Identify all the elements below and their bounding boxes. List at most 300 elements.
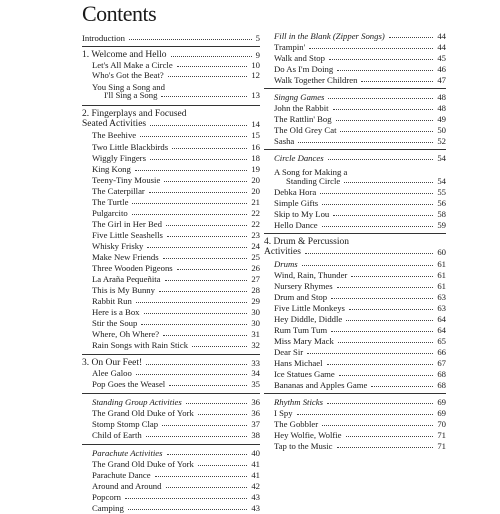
dot-leader — [163, 258, 247, 259]
toc-entry-title: Singng Games — [274, 92, 325, 102]
toc-section-entry[interactable] — [82, 397, 260, 408]
dot-leader — [167, 454, 247, 455]
dot-leader — [349, 309, 433, 310]
dot-leader — [144, 313, 247, 314]
dot-leader — [177, 66, 247, 67]
toc-entry-title: Teeny-Tiny Mousie — [92, 175, 161, 185]
toc-page-number: 58 — [437, 209, 446, 219]
toc-entry-title: Fill in the Blank (Zipper Songs) — [274, 31, 385, 41]
toc-entry-title: Nursery Rhymes — [274, 281, 333, 291]
toc-page-number: 24 — [251, 241, 260, 251]
toc-page-number: 69 — [437, 397, 446, 407]
toc-section-entry[interactable] — [264, 153, 446, 164]
toc-entry[interactable] — [264, 380, 446, 391]
toc-page-number: 54 — [437, 176, 446, 186]
toc-entry-title: A Song for Making a — [274, 167, 348, 177]
toc-page-number: 28 — [251, 285, 260, 295]
toc-page-number: 48 — [437, 103, 446, 113]
dot-leader — [155, 476, 247, 477]
toc-entry-title: Circle Dances — [274, 153, 324, 163]
page-title: Contents — [82, 1, 157, 26]
toc-entry[interactable] — [82, 130, 260, 141]
toc-page-number: 31 — [251, 329, 260, 339]
dot-leader — [337, 447, 433, 448]
toc-page-number: 71 — [437, 441, 446, 451]
toc-entry-title: Drum and Stop — [274, 292, 328, 302]
toc-entry-title: Drums — [274, 259, 298, 269]
toc-entry-title: Standing Group Activities — [92, 397, 182, 407]
toc-page-number: 46 — [437, 64, 446, 74]
toc-page-number: 67 — [437, 358, 446, 368]
toc-entry-title: Bananas and Apples Game — [274, 380, 368, 390]
toc-entry[interactable] — [264, 270, 446, 281]
toc-page-number: 33 — [251, 358, 260, 368]
toc-entry-title: Who's Got the Beat? — [92, 70, 164, 80]
toc-page-number: 41 — [251, 470, 260, 480]
toc-entry[interactable] — [264, 136, 446, 147]
dot-leader — [161, 96, 247, 97]
toc-entry[interactable] — [82, 263, 260, 274]
toc-page-number: 50 — [437, 125, 446, 135]
toc-page-number: 26 — [251, 263, 260, 273]
dot-leader — [163, 335, 247, 336]
toc-entry[interactable] — [264, 64, 446, 75]
toc-entry-title: Pulgarcito — [92, 208, 128, 218]
toc-entry-title: Dear Sir — [274, 347, 304, 357]
toc-entry-title: Wiggly Fingers — [92, 153, 146, 163]
toc-entry[interactable] — [82, 503, 260, 514]
toc-entry-title: I'll Sing a Song — [104, 90, 158, 100]
toc-entry-title: 4. Drum & Percussion — [264, 237, 349, 247]
toc-page-number: 12 — [251, 70, 260, 80]
toc-entry-title: The Caterpillar — [92, 186, 145, 196]
toc-entry[interactable] — [82, 470, 260, 481]
dot-leader — [351, 276, 433, 277]
toc-entry-title: Stomp Stomp Clap — [92, 419, 159, 429]
toc-entry[interactable] — [264, 125, 446, 136]
dot-leader — [340, 131, 433, 132]
toc-page-number: 56 — [437, 198, 446, 208]
toc-section-entry[interactable] — [264, 92, 446, 103]
toc-entry-title: Do As I'm Doing — [274, 64, 334, 74]
toc-page-number: 23 — [251, 230, 260, 240]
toc-entry[interactable] — [82, 408, 260, 419]
toc-entry[interactable] — [264, 53, 446, 64]
toc-page-number: 68 — [437, 380, 446, 390]
toc-entry[interactable] — [82, 368, 260, 379]
toc-page-number: 21 — [251, 197, 260, 207]
toc-page-number: 49 — [437, 114, 446, 124]
toc-entry[interactable] — [264, 347, 446, 358]
toc-page-number: 35 — [251, 379, 260, 389]
toc-entry-title: Here is a Box — [92, 307, 140, 317]
toc-entry-title: Camping — [92, 503, 124, 513]
dot-leader — [322, 425, 433, 426]
toc-entry-title: Wind, Rain, Thunder — [274, 270, 348, 280]
toc-page-number: 55 — [437, 187, 446, 197]
toc-entry-title: Make New Friends — [92, 252, 159, 262]
toc-entry[interactable] — [264, 336, 446, 347]
dot-leader — [129, 39, 252, 40]
toc-page-number: 22 — [251, 219, 260, 229]
toc-section-entry[interactable] — [264, 397, 446, 408]
dot-leader — [125, 498, 247, 499]
toc-chapter-entry[interactable] — [264, 247, 446, 258]
dot-leader — [132, 214, 247, 215]
toc-entry[interactable] — [264, 419, 446, 430]
toc-entry-title: The Grand Old Duke of York — [92, 408, 194, 418]
toc-entry-title: Five Little Monkeys — [274, 303, 345, 313]
section-divider — [264, 149, 446, 150]
toc-entry[interactable] — [82, 296, 260, 307]
dot-leader — [328, 159, 433, 160]
toc-entry-title: Introduction — [82, 33, 125, 43]
toc-entry-title: Five Little Seashells — [92, 230, 163, 240]
toc-entry-title: Seated Activities — [82, 119, 147, 129]
dot-leader — [147, 247, 247, 248]
toc-entry-title: Hello Dance — [274, 220, 318, 230]
dot-leader — [302, 265, 433, 266]
toc-entry[interactable] — [82, 142, 260, 153]
dot-leader — [146, 364, 247, 365]
toc-entry[interactable] — [264, 103, 446, 114]
dot-leader — [298, 142, 433, 143]
dot-leader — [141, 324, 247, 325]
toc-page-number: 36 — [251, 408, 260, 418]
toc-entry[interactable] — [82, 252, 260, 263]
toc-entry-title: Alee Galoo — [92, 368, 132, 378]
toc-entry[interactable] — [82, 430, 260, 441]
toc-page-number: 19 — [251, 164, 260, 174]
toc-entry-title: Ice Statues Game — [274, 369, 335, 379]
toc-entry-title: Activities — [264, 247, 301, 257]
toc-entry-title: Simple Gifts — [274, 198, 319, 208]
toc-entry[interactable] — [82, 241, 260, 252]
toc-entry[interactable] — [82, 492, 260, 503]
section-divider — [82, 444, 260, 445]
toc-page-number: 20 — [251, 175, 260, 185]
dot-leader — [132, 203, 247, 204]
toc-entry[interactable] — [264, 369, 446, 380]
toc-entry-title: Two Little Blackbirds — [92, 142, 169, 152]
dot-leader — [331, 298, 433, 299]
dot-leader — [297, 414, 433, 415]
toc-entry[interactable] — [82, 208, 260, 219]
toc-page-number: 34 — [251, 368, 260, 378]
toc-page-number: 61 — [437, 259, 446, 269]
toc-page-number: 48 — [437, 92, 446, 102]
section-divider — [264, 393, 446, 394]
dot-leader — [172, 148, 247, 149]
toc-entry[interactable] — [82, 33, 260, 44]
dot-leader — [327, 364, 433, 365]
toc-page-number: 59 — [437, 220, 446, 230]
toc-section-entry[interactable] — [264, 31, 446, 42]
toc-entry-title: Walk and Stop — [274, 53, 325, 63]
toc-entry[interactable] — [264, 325, 446, 336]
toc-page-number: 69 — [437, 408, 446, 418]
dot-leader — [168, 76, 247, 77]
toc-page-number: 30 — [251, 318, 260, 328]
toc-entry[interactable] — [82, 419, 260, 430]
toc-entry[interactable] — [264, 303, 446, 314]
toc-entry-title: King Kong — [92, 164, 131, 174]
toc-entry[interactable] — [82, 175, 260, 186]
dot-leader — [166, 225, 247, 226]
dot-leader — [169, 385, 247, 386]
toc-entry-title: Trampin' — [274, 42, 306, 52]
toc-entry[interactable] — [82, 90, 260, 101]
toc-entry[interactable] — [82, 153, 260, 164]
toc-entry[interactable] — [264, 292, 446, 303]
dot-leader — [322, 226, 433, 227]
toc-entry-title: La Araña Pequeñita — [92, 274, 161, 284]
toc-section-entry[interactable] — [264, 259, 446, 270]
dot-leader — [167, 236, 247, 237]
dot-leader — [150, 159, 247, 160]
toc-entry-title: Popcorn — [92, 492, 121, 502]
dot-leader — [171, 56, 252, 57]
section-divider — [264, 233, 446, 234]
toc-entry-title: Whisky Frisky — [92, 241, 144, 251]
dot-leader — [307, 353, 433, 354]
toc-page-number: 63 — [437, 292, 446, 302]
toc-page-number: 32 — [251, 340, 260, 350]
toc-entry-title: Sasha — [274, 136, 295, 146]
toc-entry[interactable] — [264, 114, 446, 125]
dot-leader — [198, 465, 247, 466]
dot-leader — [309, 48, 433, 49]
dot-leader — [322, 204, 433, 205]
toc-page-number: 68 — [437, 369, 446, 379]
toc-page-number: 71 — [437, 430, 446, 440]
toc-entry-title: Pop Goes the Weasel — [92, 379, 166, 389]
toc-entry-title: Hey Wolfie, Wolfie — [274, 430, 342, 440]
dot-leader — [159, 291, 247, 292]
dot-leader — [333, 109, 433, 110]
dot-leader — [346, 320, 433, 321]
toc-entry[interactable] — [264, 209, 446, 220]
toc-entry[interactable] — [82, 186, 260, 197]
toc-entry[interactable] — [264, 75, 446, 86]
toc-entry-title: Parachute Activities — [92, 448, 163, 458]
toc-page-number: 54 — [437, 153, 446, 163]
toc-entry[interactable] — [264, 441, 446, 452]
toc-page-number: 38 — [251, 430, 260, 440]
toc-entry[interactable] — [264, 187, 446, 198]
toc-entry-title: Skip to My Lou — [274, 209, 330, 219]
toc-entry-title: Rabbit Run — [92, 296, 132, 306]
dot-leader — [198, 414, 247, 415]
toc-entry-title: Rhythm Sticks — [274, 397, 323, 407]
dot-leader — [320, 193, 433, 194]
dot-leader — [177, 269, 247, 270]
toc-page-number: 65 — [437, 336, 446, 346]
toc-entry-title: Debka Hora — [274, 187, 317, 197]
toc-page-number: 60 — [437, 247, 446, 257]
toc-page-number: 13 — [251, 90, 260, 100]
toc-page-number: 40 — [251, 448, 260, 458]
toc-entry-title: John the Rabbit — [274, 103, 329, 113]
toc-entry-title: The Grand Old Duke of York — [92, 459, 194, 469]
section-divider — [82, 46, 260, 47]
dot-leader — [162, 425, 247, 426]
section-divider — [82, 393, 260, 394]
toc-page-number: 25 — [251, 252, 260, 262]
toc-page-number: 36 — [251, 397, 260, 407]
toc-section-entry[interactable] — [82, 448, 260, 459]
section-divider — [82, 105, 260, 106]
toc-page-number: 43 — [251, 492, 260, 502]
dot-leader — [389, 37, 433, 38]
toc-page-number: 63 — [437, 303, 446, 313]
dot-leader — [150, 125, 247, 126]
toc-page-number: 42 — [251, 481, 260, 491]
toc-entry-title: Rain Songs with Rain Stick — [92, 340, 189, 350]
toc-page-number: 66 — [437, 347, 446, 357]
toc-page-number: 27 — [251, 274, 260, 284]
toc-entry-title: The Beehive — [92, 130, 137, 140]
dot-leader — [338, 342, 433, 343]
toc-entry-title: Child of Earth — [92, 430, 142, 440]
toc-page-number: 10 — [251, 60, 260, 70]
toc-entry[interactable] — [82, 340, 260, 351]
toc-page-number: 15 — [251, 130, 260, 140]
toc-entry-title: Let's All Make a Circle — [92, 60, 173, 70]
toc-entry-title: Around and Around — [92, 481, 162, 491]
toc-page-number: 20 — [251, 186, 260, 196]
toc-page-number: 52 — [437, 136, 446, 146]
toc-page-number: 16 — [251, 142, 260, 152]
dot-leader — [136, 374, 247, 375]
toc-page-number: 22 — [251, 208, 260, 218]
dot-leader — [371, 386, 433, 387]
dot-leader — [140, 136, 247, 137]
toc-entry[interactable] — [82, 230, 260, 241]
toc-page-number: 43 — [251, 503, 260, 513]
toc-entry[interactable] — [82, 307, 260, 318]
toc-entry-title: The Old Grey Cat — [274, 125, 337, 135]
toc-page-number: 29 — [251, 296, 260, 306]
toc-entry[interactable] — [82, 481, 260, 492]
section-divider — [264, 88, 446, 89]
toc-entry-title: 3. On Our Feet! — [82, 358, 143, 368]
section-divider — [82, 354, 260, 355]
dot-leader — [305, 253, 433, 254]
dot-leader — [337, 287, 433, 288]
dot-leader — [328, 98, 433, 99]
toc-entry[interactable] — [82, 70, 260, 81]
toc-page-number: 44 — [437, 42, 446, 52]
toc-page-number: 44 — [437, 31, 446, 41]
dot-leader — [128, 509, 247, 510]
toc-entry[interactable] — [82, 164, 260, 175]
dot-leader — [149, 192, 247, 193]
toc-entry-title: Three Wooden Pigeons — [92, 263, 173, 273]
toc-entry-title: I Spy — [274, 408, 293, 418]
toc-chapter-entry[interactable] — [82, 119, 260, 130]
toc-entry[interactable] — [264, 176, 446, 187]
toc-entry[interactable] — [82, 274, 260, 285]
toc-page-number: 61 — [437, 270, 446, 280]
toc-page-number: 9 — [255, 50, 260, 60]
dot-leader — [339, 375, 433, 376]
toc-entry-title: Where, Oh Where? — [92, 329, 160, 339]
toc-entry-title: Walk Together Children — [274, 75, 358, 85]
toc-page-number: 45 — [437, 53, 446, 63]
toc-entry-title: The Rattlin' Bog — [274, 114, 332, 124]
toc-entry[interactable] — [264, 198, 446, 209]
toc-entry-title: Miss Mary Mack — [274, 336, 334, 346]
toc-entry-title: The Gobbler — [274, 419, 319, 429]
dot-leader — [186, 403, 247, 404]
toc-entry[interactable] — [82, 197, 260, 208]
toc-entry[interactable] — [82, 329, 260, 340]
toc-entry-title: 1. Welcome and Hello — [82, 50, 167, 60]
toc-page-number: 41 — [251, 459, 260, 469]
toc-page-number: 70 — [437, 419, 446, 429]
toc-entry[interactable] — [264, 358, 446, 369]
toc-page-number: 61 — [437, 281, 446, 291]
dot-leader — [327, 403, 433, 404]
toc-entry[interactable] — [82, 285, 260, 296]
toc-page-number: 5 — [255, 33, 260, 43]
toc-entry-title: Parachute Dance — [92, 470, 151, 480]
dot-leader — [135, 170, 247, 171]
dot-leader — [346, 436, 433, 437]
toc-page-number: 30 — [251, 307, 260, 317]
toc-entry[interactable] — [82, 318, 260, 329]
toc-entry-title: Stir the Soup — [92, 318, 138, 328]
toc-entry[interactable] — [264, 314, 446, 325]
toc-entry[interactable] — [82, 219, 260, 230]
dot-leader — [344, 182, 433, 183]
toc-entry[interactable] — [264, 430, 446, 441]
dot-leader — [361, 81, 433, 82]
dot-leader — [164, 181, 247, 182]
toc-page-number: 18 — [251, 153, 260, 163]
toc-page-number: 47 — [437, 75, 446, 85]
dot-leader — [329, 59, 433, 60]
toc-entry-title: The Turtle — [92, 197, 129, 207]
dot-leader — [146, 436, 247, 437]
toc-entry-title: The Girl in Her Bed — [92, 219, 162, 229]
toc-entry[interactable] — [264, 42, 446, 53]
dot-leader — [136, 302, 247, 303]
dot-leader — [165, 280, 247, 281]
toc-entry-title: This is My Bunny — [92, 285, 155, 295]
toc-page-number: 64 — [437, 325, 446, 335]
dot-leader — [166, 487, 247, 488]
toc-entry[interactable] — [264, 281, 446, 292]
toc-entry-title: Rum Tum Tum — [274, 325, 328, 335]
dot-leader — [192, 346, 247, 347]
dot-leader — [336, 120, 433, 121]
dot-leader — [331, 331, 433, 332]
toc-entry-title: Hey Diddle, Diddle — [274, 314, 343, 324]
dot-leader — [337, 70, 433, 71]
toc-entry[interactable] — [264, 408, 446, 419]
toc-entry-title: You Sing a Song and — [92, 82, 165, 92]
toc-entry[interactable] — [82, 459, 260, 470]
toc-page-number: 14 — [251, 119, 260, 129]
dot-leader — [333, 215, 433, 216]
toc-entry[interactable] — [82, 379, 260, 390]
toc-entry-title: Tap to the Music — [274, 441, 333, 451]
toc-entry-title: Standing Circle — [286, 176, 341, 186]
toc-entry-title: 2. Fingerplays and Focused — [82, 109, 187, 119]
toc-entry[interactable] — [264, 220, 446, 231]
